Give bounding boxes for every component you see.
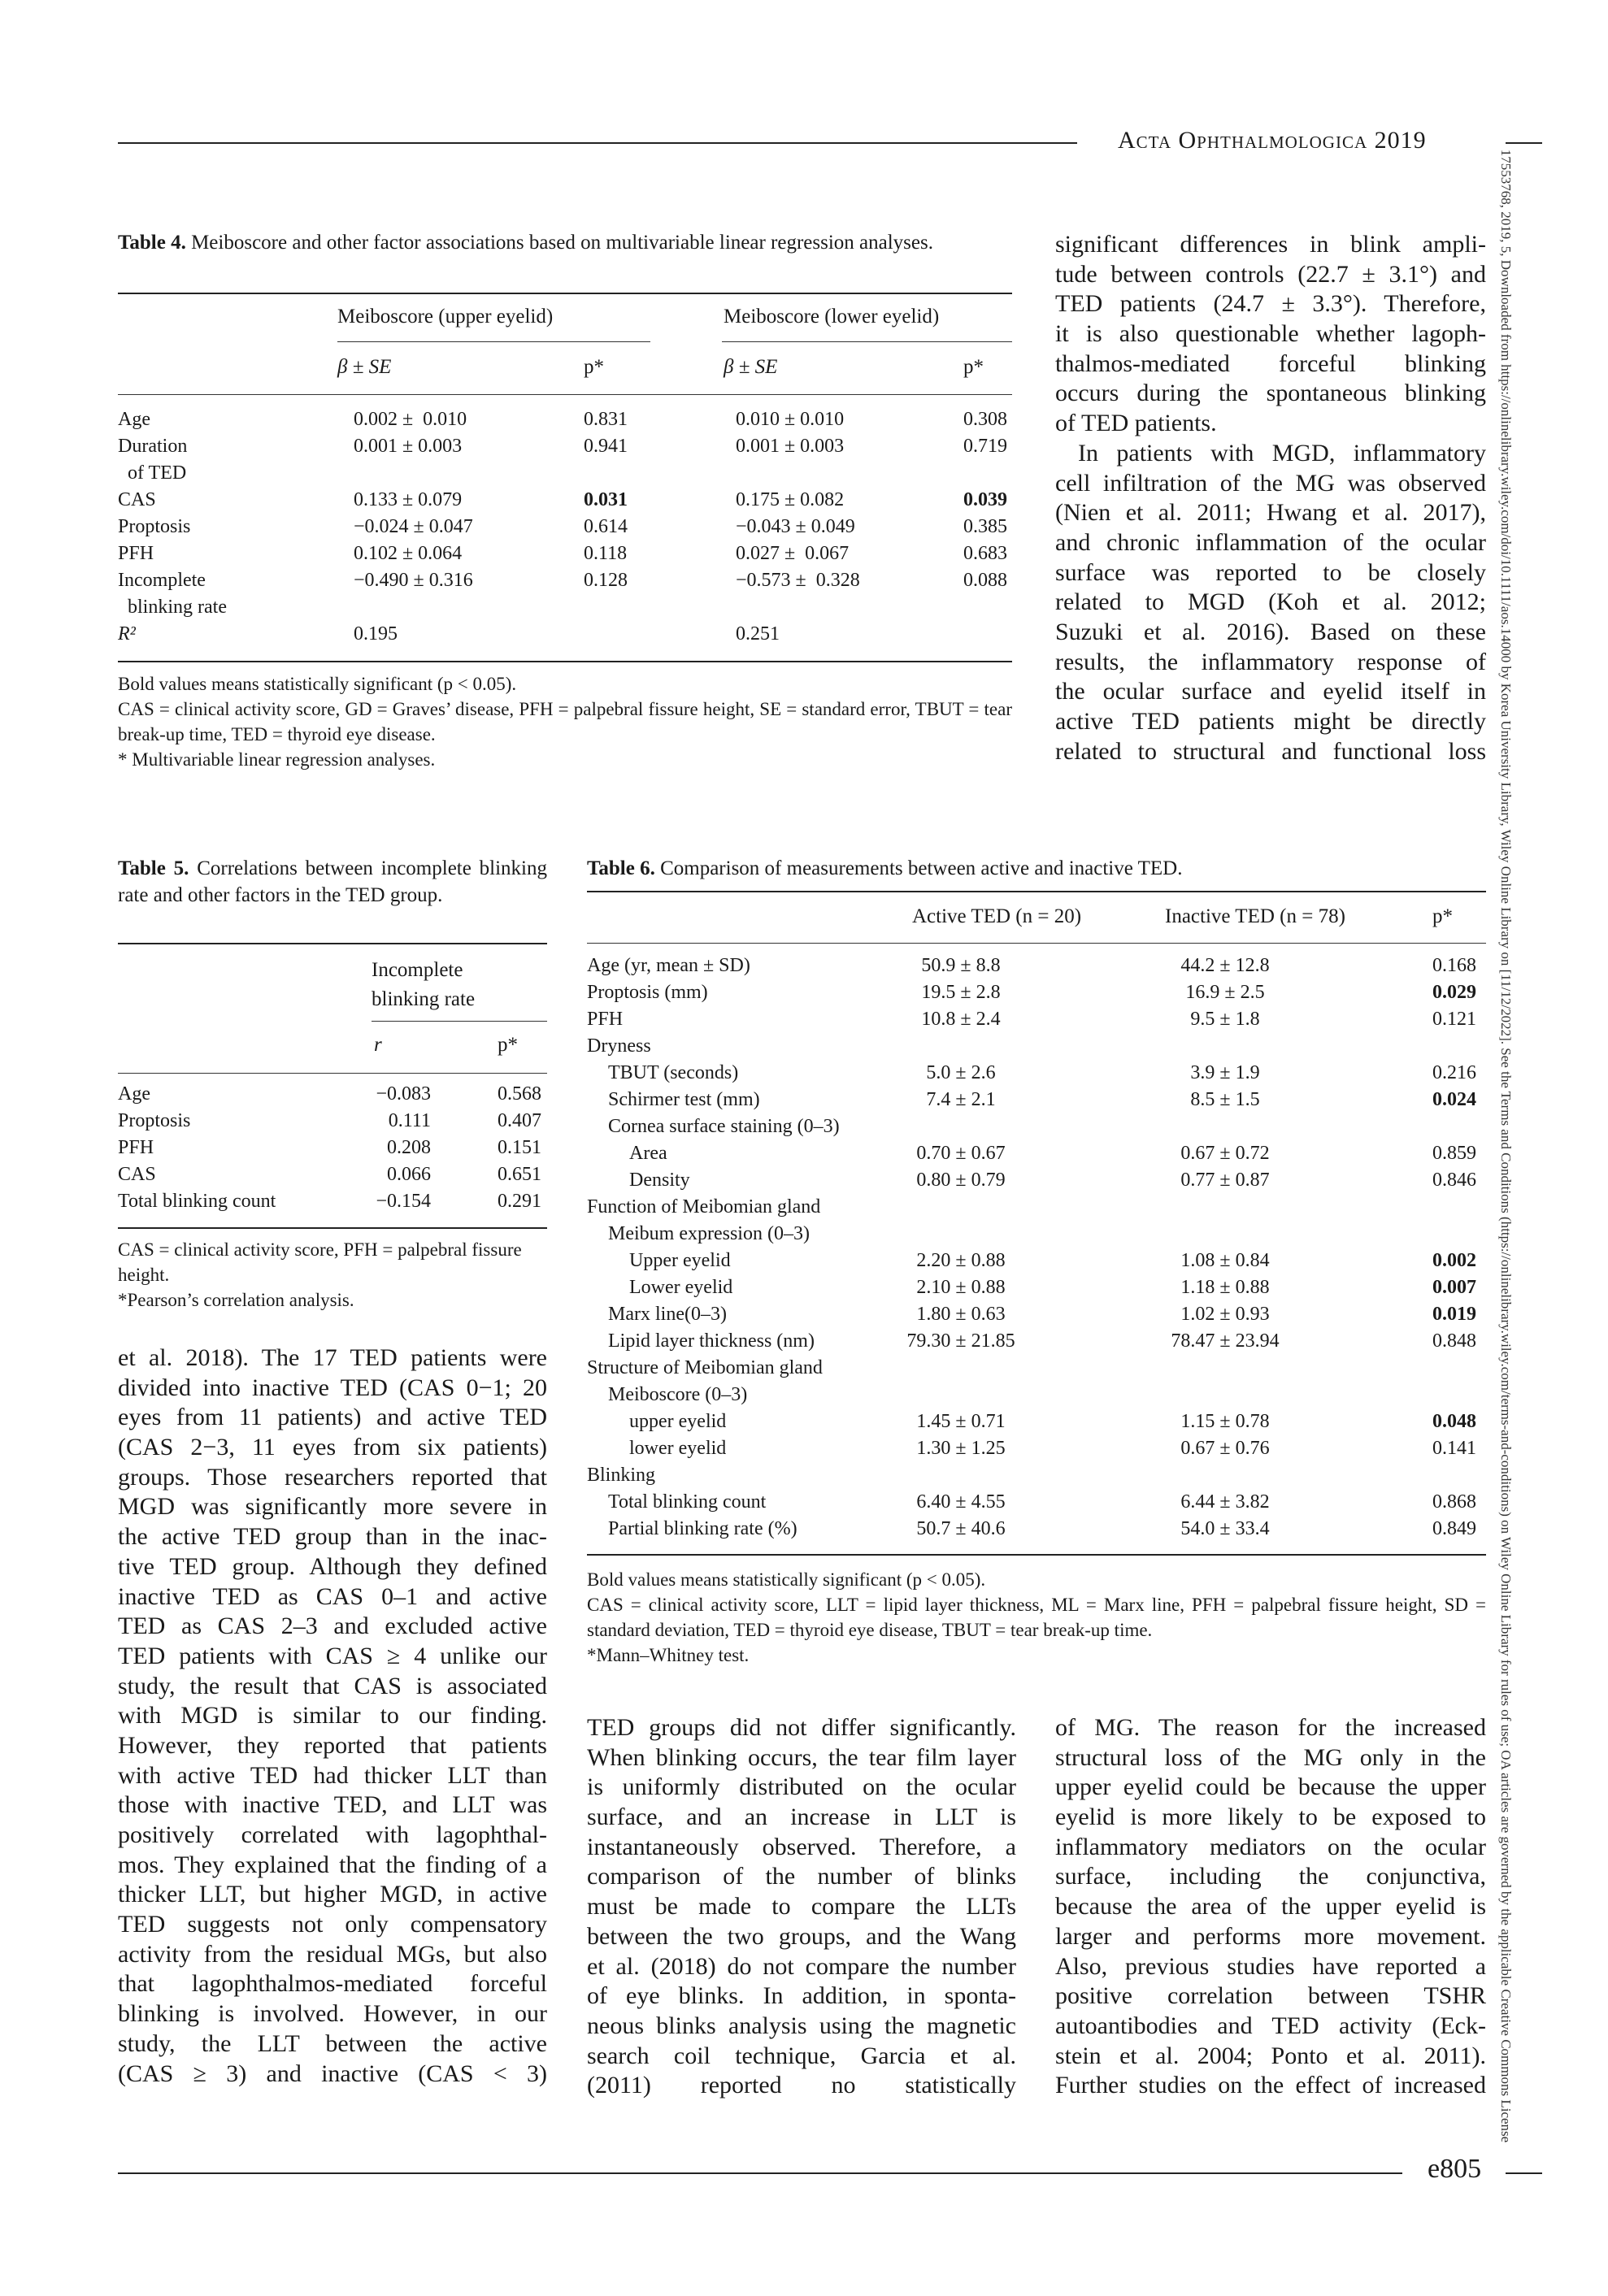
text-line: stein et al. 2004; Ponto et al. 2011). [1055,2042,1486,2069]
text-line: it is also questionable whether lagoph- [1055,320,1486,348]
table-row [587,1033,1486,1060]
row-label: Lipid layer thickness (nm) [608,1330,815,1352]
text-line: significant differences in blink ampli- [1055,231,1486,258]
table-row [587,1435,1486,1462]
row-label: Dryness [587,1035,651,1057]
table-row [587,1489,1486,1516]
body-text-col3-top [1055,230,1486,766]
table-row [587,1060,1486,1087]
p-value: 0.029 [1432,982,1476,1003]
journal-running-head: Acta Ophthalmologica 2019 [1118,127,1427,154]
row-label: Total blinking count [118,1191,276,1212]
table4-subheader-p-lower: p* [963,356,984,378]
p-value: 0.151 [498,1137,541,1158]
row-label: Meibum expression (0–3) [608,1223,810,1244]
table-row [118,621,1012,648]
text-line: occurs during the spontaneous blinking [1055,380,1486,407]
text-line: with active TED had thicker LLT than [118,1761,547,1789]
download-notice-sidebar: 17553768, 2019, 5, Downloaded from https://onlinelibrary.wiley.com/doi/10.1111/aos.14000 by Korea University Library, Wiley Online Library on [11/12/2022]. See the Terms and Conditions (https://onlinelibrary.wiley.com/terms-and-conditions) on Wiley Online Library for rules of use; OA articles are governed by the applicable Creative Commons License [1498,149,1514,2143]
text-line: those with inactive TED, and LLT was [118,1791,547,1819]
coef-lower: 0.001 ± 0.003 [736,436,845,457]
row-label: Partial blinking rate (%) [608,1518,797,1539]
table5-group-header [372,956,475,1014]
text-line: search coil technique, Garcia et al. [587,2042,1016,2069]
text-line: with MGD is similar to our finding. [118,1702,547,1730]
text-line: blinking is involved. However, in our [118,2000,547,2028]
row-label: Meiboscore (0–3) [608,1384,748,1405]
table4-top-rule [118,293,1012,294]
p-value: 0.291 [498,1191,541,1212]
text-line: cell infiltration of the MG was observed [1055,469,1486,497]
table-row [587,1194,1486,1221]
table5-top-rule [118,943,547,944]
p-value: 0.141 [1432,1438,1476,1459]
text-line: groups. Those researchers reported that [118,1463,547,1491]
active-value: 7.4 ± 2.1 [926,1089,996,1110]
table-row [587,1301,1486,1328]
text-line: (2011) reported no statistically [587,2072,1016,2099]
text-line: and chronic inflammation of the ocular [1055,528,1486,556]
row-label: Lower eyelid [629,1277,733,1298]
row-label: upper eyelid [629,1411,727,1432]
table-row [587,1221,1486,1248]
row-label: CAS [118,1164,156,1185]
row-label: Blinking [587,1465,656,1486]
table4-note-method: * Multivariable linear regression analyses. [118,749,436,770]
table-row [118,1161,547,1188]
inactive-value: 44.2 ± 12.8 [1180,955,1270,976]
p-value: 0.848 [1432,1330,1476,1352]
r-value: 0.208 [387,1137,431,1158]
text-line: instantaneously observed. Therefore, a [587,1833,1016,1860]
table-row [587,953,1486,979]
p-value: 0.407 [498,1110,541,1131]
text-line: Further studies on the effect of increased [1055,2072,1486,2099]
body-text-col2-bottom [587,1713,1016,2101]
row-label: Age [118,409,150,430]
text-line: Suzuki et al. 2016). Based on these [1055,618,1486,645]
active-value: 1.45 ± 0.71 [916,1411,1006,1432]
table4-bottom-rule [118,661,1012,662]
table4-subheader-beta-lower: β ± SE [724,356,778,378]
text-line: positively correlated with lagophthal- [118,1821,547,1848]
inactive-value: 0.77 ± 0.87 [1180,1170,1270,1191]
row-label: Age (yr, mean ± SD) [587,955,750,976]
text-line: tive TED group. Although they defined [118,1552,547,1580]
table5-group-header-line2: blinking rate [372,988,476,1010]
text-line: However, they reported that patients [118,1731,547,1759]
text-line: (CAS 2−3, 11 eyes from six patients) [118,1434,547,1461]
text-line: of TED patients. [1055,410,1217,437]
row-label: Area [629,1143,667,1164]
table6-note-abbrev: CAS = clinical activity score, LLT = lipid layer thickness, ML = Marx line, PFH = palpebral fissure height, SD = standard deviation, TED = thyroid eye disease, TBUT = tear break-up time. [587,1595,1486,1640]
table-row [587,1382,1486,1408]
table4-group-header-lower: Meiboscore (lower eyelid) [724,306,940,328]
active-value: 50.7 ± 40.6 [916,1518,1006,1539]
text-line: study, the result that CAS is associated [118,1672,547,1699]
p-value: 0.007 [1432,1277,1476,1298]
row-label: Proptosis [118,516,191,537]
table-row [118,567,1012,621]
row-label: Upper eyelid [629,1250,731,1271]
text-line: surface, and an increase in LLT is [587,1803,1016,1831]
text-line: larger and performs more movement. [1055,1922,1486,1950]
text-line: eyelid is more likely to be exposed to [1055,1803,1486,1831]
p-value: 0.024 [1432,1089,1476,1110]
table5-group-header-line1: Incomplete [372,959,463,981]
table5-label: Table 5. [118,857,189,879]
row-label: lower eyelid [629,1438,727,1459]
row-label: blinking rate [118,597,227,618]
table-row [118,540,1012,567]
table6-body [587,953,1486,1543]
text-line: of MG. The reason for the increased [1055,1714,1486,1741]
text-line: structural loss of the MG only in the [1055,1743,1486,1771]
inactive-value: 78.47 ± 23.94 [1171,1330,1280,1352]
p-upper: 0.941 [584,436,628,457]
active-value: 1.80 ± 0.63 [916,1304,1006,1325]
table4-note-abbrev: CAS = clinical activity score, GD = Graves’ disease, PFH = palpebral fissure height, SE = standard error, TBUT = tear break-up time, TED = thyroid eye disease. [118,699,1012,744]
r-value: 0.066 [387,1164,431,1185]
inactive-value: 0.67 ± 0.76 [1180,1438,1270,1459]
table6-label: Table 6. [587,857,655,879]
table6-caption [587,855,1486,882]
table6-header-inactive-text: Inactive TED (n = 78) [1165,905,1345,927]
p-value: 0.048 [1432,1411,1476,1432]
row-label: PFH [587,1009,624,1030]
text-line: TED suggests not only compensatory [118,1911,547,1938]
footer-rule-right [1506,2172,1542,2174]
active-value: 79.30 ± 21.85 [906,1330,1015,1352]
row-label: Proptosis [118,1110,191,1131]
p-value: 0.651 [498,1164,541,1185]
table6-header-active [912,905,1081,928]
table6-caption-text: Comparison of measurements between active and inactive TED. [660,857,1183,879]
table5-note-abbrev: CAS = clinical activity score, PFH = palpebral fissure height. [118,1239,522,1285]
coef-lower: 0.175 ± 0.082 [736,489,845,510]
table6-header-inactive [1165,905,1345,928]
text-line: thicker LLT, but higher MGD, in active [118,1881,547,1908]
p-value: 0.168 [1432,955,1476,976]
text-line: TED patients (24.7 ± 3.3°). Therefore, [1055,290,1486,318]
coef-upper: 0.133 ± 0.079 [354,489,463,510]
inactive-value: 6.44 ± 3.82 [1180,1491,1270,1513]
inactive-value: 54.0 ± 33.4 [1180,1518,1270,1539]
table-row [587,1140,1486,1167]
row-label: CAS [118,489,156,510]
text-line: active TED patients might be directly [1055,708,1486,735]
table-row [587,1328,1486,1355]
table5-subheader-p: p* [498,1034,518,1056]
text-line: thalmos-mediated forceful blinking [1055,349,1486,377]
body-text-col1-bottom [118,1343,547,2089]
table4-subheader-beta-upper: β ± SE [337,356,392,378]
text-line: et al. 2018). The 17 TED patients were [118,1344,547,1371]
text-line: must be made to compare the LLTs [587,1893,1016,1921]
p-upper: 0.031 [584,489,628,510]
table5-subheader-r: r [374,1034,382,1056]
coef-lower: −0.043 ± 0.049 [736,516,855,537]
table-row [118,1188,547,1215]
table-row [587,1355,1486,1382]
coef-upper: 0.195 [354,623,398,645]
table-row [118,433,1012,487]
table5-group-rule [372,1021,547,1022]
text-line: inflammatory mediators on the ocular [1055,1833,1486,1860]
footer-rule-left [118,2172,1402,2174]
table5-note-method: *Pearson’s correlation analysis. [118,1290,354,1310]
active-value: 0.80 ± 0.79 [916,1170,1006,1191]
inactive-value: 1.18 ± 0.88 [1180,1277,1270,1298]
table-row [587,979,1486,1006]
header-rule-left [118,142,1077,144]
row-label: of TED [118,462,187,484]
r-value: −0.154 [376,1191,431,1212]
text-line: related to MGD (Koh et al. 2012; [1055,588,1486,616]
table-row [118,1135,547,1161]
row-label: Age [118,1083,150,1105]
table-row [587,1462,1486,1489]
active-value: 1.30 ± 1.25 [916,1438,1006,1459]
p-lower: 0.719 [963,436,1007,457]
inactive-value: 3.9 ± 1.9 [1190,1062,1260,1083]
text-line: results, the inflammatory response of [1055,648,1486,675]
inactive-value: 8.5 ± 1.5 [1190,1089,1260,1110]
active-value: 10.8 ± 2.4 [921,1009,1001,1030]
table-row [587,1248,1486,1274]
table-row [587,1274,1486,1301]
body-text-col3-bottom [1055,1713,1486,2101]
table5-bottom-rule [118,1227,547,1229]
text-line: that lagophthalmos-mediated forceful [118,1970,547,1998]
table5-body [118,1081,547,1219]
table5-header-rule [118,1073,547,1074]
inactive-value: 1.08 ± 0.84 [1180,1250,1270,1271]
coef-lower: 0.027 ± 0.067 [736,543,850,564]
active-value: 50.9 ± 8.8 [921,955,1001,976]
table5-notes [118,1237,547,1313]
p-value: 0.859 [1432,1143,1476,1164]
table6-top-rule [587,891,1486,892]
table-row [587,1408,1486,1435]
p-lower: 0.039 [963,489,1007,510]
coef-upper: −0.490 ± 0.316 [354,570,473,591]
row-label: TBUT (seconds) [608,1062,739,1083]
row-label: R² [118,623,136,645]
p-lower: 0.088 [963,570,1007,591]
text-line: comparison of the number of blinks [587,1863,1016,1890]
text-line: neous blinks analysis using the magnetic [587,2012,1016,2039]
p-lower: 0.308 [963,409,1007,430]
text-line: TED groups did not differ significantly. [587,1714,1016,1741]
active-value: 5.0 ± 2.6 [926,1062,996,1083]
text-line: tude between controls (22.7 ± 3.1°) and [1055,260,1486,288]
row-label: Duration [118,436,188,457]
active-value: 2.10 ± 0.88 [916,1277,1006,1298]
table6-note-bold: Bold values means statistically significant (p < 0.05). [587,1569,986,1590]
text-line: (Nien et al. 2011; Hwang et al. 2017), [1055,499,1486,527]
text-line: et al. (2018) do not compare the number [587,1952,1016,1980]
p-upper: 0.118 [584,543,628,564]
row-label: PFH [118,1137,154,1158]
text-line: eyes from 11 patients) and active TED [118,1404,547,1431]
p-lower: 0.683 [963,543,1007,564]
row-label: Structure of Meibomian gland [587,1357,823,1378]
table-row [587,1087,1486,1113]
text-line: divided into inactive TED (CAS 0−1; 20 [118,1374,547,1401]
p-value: 0.216 [1432,1062,1476,1083]
table6-header-active-text: Active TED (n = 20) [912,905,1082,927]
table-row [118,406,1012,433]
text-line: the ocular surface and eyelid itself in [1055,678,1486,705]
p-value: 0.868 [1432,1491,1476,1513]
p-upper: 0.614 [584,516,628,537]
row-label: Cornea surface staining (0–3) [608,1116,840,1137]
row-label: Incomplete [118,570,206,591]
coef-lower: 0.010 ± 0.010 [736,409,845,430]
table-row [587,1516,1486,1543]
coef-upper: 0.102 ± 0.064 [354,543,463,564]
coef-upper: −0.024 ± 0.047 [354,516,473,537]
p-lower: 0.385 [963,516,1007,537]
row-label: Proptosis (mm) [587,982,708,1003]
text-line: activity from the residual MGs, but also [118,1940,547,1968]
r-value: −0.083 [376,1083,431,1105]
row-label: Marx line(0–3) [608,1304,727,1325]
text-line: because the area of the upper eyelid is [1055,1893,1486,1921]
text-line: related to structural and functional loss [1055,737,1486,765]
coef-lower: −0.573 ± 0.328 [736,570,860,591]
table5-caption [118,855,547,909]
table-row [118,1108,547,1135]
row-label: Total blinking count [608,1491,767,1513]
coef-upper: 0.002 ± 0.010 [354,409,467,430]
table6-header-rule [587,943,1486,944]
active-value: 0.70 ± 0.67 [916,1143,1006,1164]
text-line: When blinking occurs, the tear film layer [587,1743,1016,1771]
coef-upper: 0.001 ± 0.003 [354,436,463,457]
text-line: surface, including the conjunctiva, [1055,1863,1486,1890]
table6-bottom-rule [587,1554,1486,1556]
row-label: PFH [118,543,154,564]
text-line: autoantibodies and TED activity (Eck- [1055,2012,1486,2039]
r-value: 0.111 [388,1110,431,1131]
p-value: 0.121 [1432,1009,1476,1030]
inactive-value: 1.02 ± 0.93 [1180,1304,1270,1325]
table5-caption-text: Correlations between incomplete blinking rate and other factors in the TED group. [118,857,547,906]
table4-subheader-p-upper: p* [584,356,604,378]
table4-notes [118,671,1012,772]
table4-group-header-upper: Meiboscore (upper eyelid) [337,306,554,328]
text-line: of eye blinks. In addition, in sponta- [587,1982,1016,2010]
inactive-value: 0.67 ± 0.72 [1180,1143,1270,1164]
inactive-value: 1.15 ± 0.78 [1180,1411,1270,1432]
inactive-value: 9.5 ± 1.8 [1190,1009,1260,1030]
text-line: upper eyelid could be because the upper [1055,1773,1486,1801]
text-line: surface was reported to be closely [1055,558,1486,586]
p-value: 0.846 [1432,1170,1476,1191]
table4-caption-text: Meiboscore and other factor associations based on multivariable linear regression analyses. [191,232,933,254]
table-row [118,1081,547,1108]
inactive-value: 16.9 ± 2.5 [1185,982,1265,1003]
table-row [118,487,1012,514]
text-line: TED patients with CAS ≥ 4 unlike our [118,1642,547,1669]
p-value: 0.849 [1432,1518,1476,1539]
table-row [587,1006,1486,1033]
active-value: 6.40 ± 4.55 [916,1491,1006,1513]
p-value: 0.002 [1432,1250,1476,1271]
p-value: 0.019 [1432,1304,1476,1325]
active-value: 19.5 ± 2.8 [921,982,1001,1003]
text-line: study, the LLT between the active [118,2029,547,2057]
coef-lower: 0.251 [736,623,780,645]
table-row [118,514,1012,540]
p-upper: 0.128 [584,570,628,591]
row-label: Schirmer test (mm) [608,1089,760,1110]
table4-caption [118,229,1012,256]
text-line: mos. They explained that the finding of a [118,1851,547,1878]
table-row [587,1167,1486,1194]
table6-note-method: *Mann–Whitney test. [587,1645,750,1665]
active-value: 2.20 ± 0.88 [916,1250,1006,1271]
table4-note-bold: Bold values means statistically significant (p < 0.05). [118,674,517,694]
table6-header-p: p* [1432,905,1453,927]
table4-group-rule-upper [337,341,650,342]
row-label: Density [629,1170,690,1191]
text-line: between the two groups, and the Wang [587,1922,1016,1950]
p-upper: 0.831 [584,409,628,430]
text-line: MGD was significantly more severe in [118,1493,547,1521]
p-value: 0.568 [498,1083,541,1105]
table4-label: Table 4. [118,232,186,254]
table4-group-rule-lower [722,341,1012,342]
table-row [587,1113,1486,1140]
page-number: e805 [1428,2154,1482,2184]
text-line: (CAS ≥ 3) and inactive (CAS < 3) [118,2059,547,2087]
table6-notes [587,1567,1486,1668]
text-line: positive correlation between TSHR [1055,1982,1486,2010]
text-line: Also, previous studies have reported a [1055,1952,1486,1980]
text-line: the active TED group than in the inac- [118,1523,547,1551]
row-label: Function of Meibomian gland [587,1196,821,1217]
table4-header-rule [118,394,1012,395]
text-line: inactive TED as CAS 0–1 and active [118,1582,547,1610]
text-line: In patients with MGD, inflammatory [1078,439,1486,467]
table4-body [118,406,1012,662]
text-line: is uniformly distributed on the ocular [587,1773,1016,1801]
text-line: TED as CAS 2–3 and excluded active [118,1612,547,1640]
